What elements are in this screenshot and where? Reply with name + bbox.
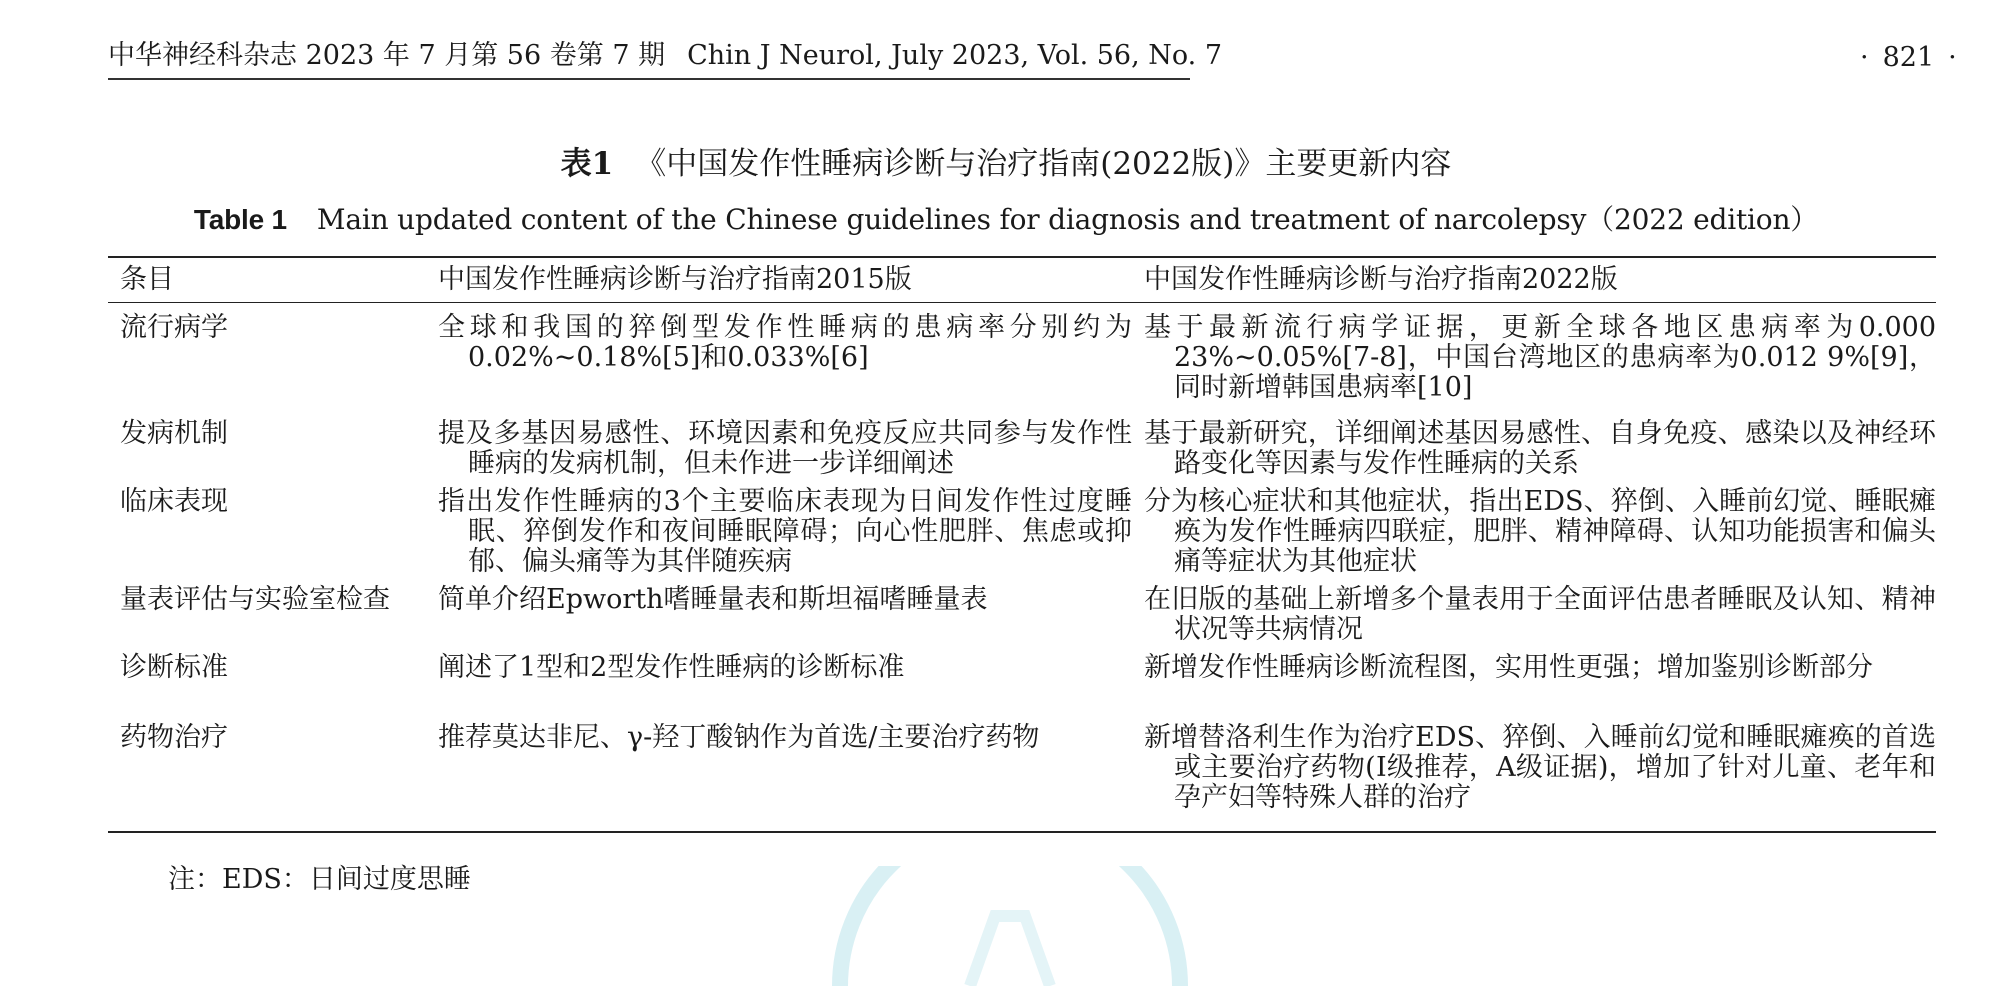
row-2015-content: 推荐莫达非尼、γ-羟丁酸钠作为首选/主要治疗药物 bbox=[438, 722, 1040, 753]
table-row bbox=[108, 487, 1936, 585]
table-row bbox=[108, 723, 1936, 821]
watermark-arc-outer bbox=[840, 866, 1180, 986]
row-2022-content: 新增发作性睡病诊断流程图，实用性更强；增加鉴别诊断部分 bbox=[1144, 652, 1873, 683]
table-label-cn: 表1 bbox=[560, 146, 614, 182]
page-dot-right: · bbox=[1948, 42, 1957, 73]
column-header-item: 条目 bbox=[120, 264, 174, 295]
table-caption-cn: 《中国发作性睡病诊断与治疗指南(2022版)》主要更新内容 bbox=[635, 146, 1452, 182]
row-item: 诊断标准 bbox=[120, 652, 228, 683]
row-2015-content: 全球和我国的猝倒型发作性睡病的患病率分别约为0.02%~0.18%[5]和0.033%[6] bbox=[438, 312, 1132, 373]
row-2015-content: 提及多基因易感性、环境因素和免疫反应共同参与发作性睡病的发病机制，但未作进一步详细阐述 bbox=[438, 418, 1132, 479]
row-2015-content: 阐述了1型和2型发作性睡病的诊断标准 bbox=[438, 652, 905, 683]
row-item: 发病机制 bbox=[120, 418, 228, 449]
column-header-2015: 中国发作性睡病诊断与治疗指南2015版 bbox=[438, 264, 912, 295]
table-footnote: 注：EDS：日间过度思睡 bbox=[168, 864, 471, 895]
table-caption-en: Main updated content of the Chinese guidelines for diagnosis and treatment of narcolepsy（2022 edition） bbox=[316, 203, 1819, 236]
page-dot-left: · bbox=[1860, 42, 1869, 73]
table-row bbox=[108, 419, 1936, 487]
table-bottom-rule bbox=[108, 831, 1936, 833]
row-item: 流行病学 bbox=[120, 312, 228, 343]
watermark-arc-inner bbox=[970, 916, 1050, 986]
journal-watermark-arc bbox=[820, 866, 1200, 986]
row-2022-content: 分为核心症状和其他症状，指出EDS、猝倒、入睡前幻觉、睡眠瘫痪为发作性睡病四联症，肥胖、精神障碍、认知功能损害和偏头痛等症状为其他症状 bbox=[1144, 486, 1936, 577]
row-item: 临床表现 bbox=[120, 486, 228, 517]
row-item: 药物治疗 bbox=[120, 722, 228, 753]
table-title-en bbox=[0, 201, 2012, 239]
row-2022-content: 新增替洛利生作为治疗EDS、猝倒、入睡前幻觉和睡眠瘫痪的首选或主要治疗药物(Ⅰ级推荐，A级证据)，增加了针对儿童、老年和孕产妇等特殊人群的治疗 bbox=[1144, 722, 1936, 813]
table-title-cn bbox=[0, 144, 2012, 184]
table-row bbox=[108, 653, 1936, 723]
row-2015-content: 简单介绍Epworth嗜睡量表和斯坦福嗜睡量表 bbox=[438, 584, 988, 615]
table-row bbox=[108, 585, 1936, 653]
row-2022-content: 基于最新研究，详细阐述基因易感性、自身免疫、感染以及神经环路变化等因素与发作性睡病的关系 bbox=[1144, 418, 1936, 479]
table-body bbox=[108, 303, 1936, 831]
update-table bbox=[108, 256, 1936, 833]
page-number: 821 bbox=[1882, 42, 1935, 73]
page-number-block bbox=[1846, 40, 1971, 76]
table-label-en: Table 1 bbox=[193, 204, 287, 235]
table-header-row bbox=[108, 258, 1936, 302]
table-row bbox=[108, 313, 1936, 419]
running-header bbox=[108, 38, 1223, 80]
row-2022-content: 基于最新流行病学证据，更新全球各地区患病率为0.000 23%~0.05%[7-8]，中国台湾地区的患病率为0.012 9%[9]，同时新增韩国患病率[10] bbox=[1144, 312, 1936, 403]
row-2015-content: 指出发作性睡病的3个主要临床表现为日间发作性过度睡眠、猝倒发作和夜间睡眠障碍；向心性肥胖、焦虑或抑郁、偏头痛等为其伴随疾病 bbox=[438, 486, 1132, 577]
journal-title-cn: 中华神经科杂志 2023 年 7 月第 56 卷第 7 期 bbox=[108, 40, 666, 71]
row-item: 量表评估与实验室检查 bbox=[120, 584, 390, 615]
row-2022-content: 在旧版的基础上新增多个量表用于全面评估患者睡眠及认知、精神状况等共病情况 bbox=[1144, 584, 1936, 645]
column-header-2022: 中国发作性睡病诊断与治疗指南2022版 bbox=[1144, 264, 1618, 295]
journal-title-en: Chin J Neurol, July 2023, Vol. 56, No. 7 bbox=[687, 40, 1223, 71]
